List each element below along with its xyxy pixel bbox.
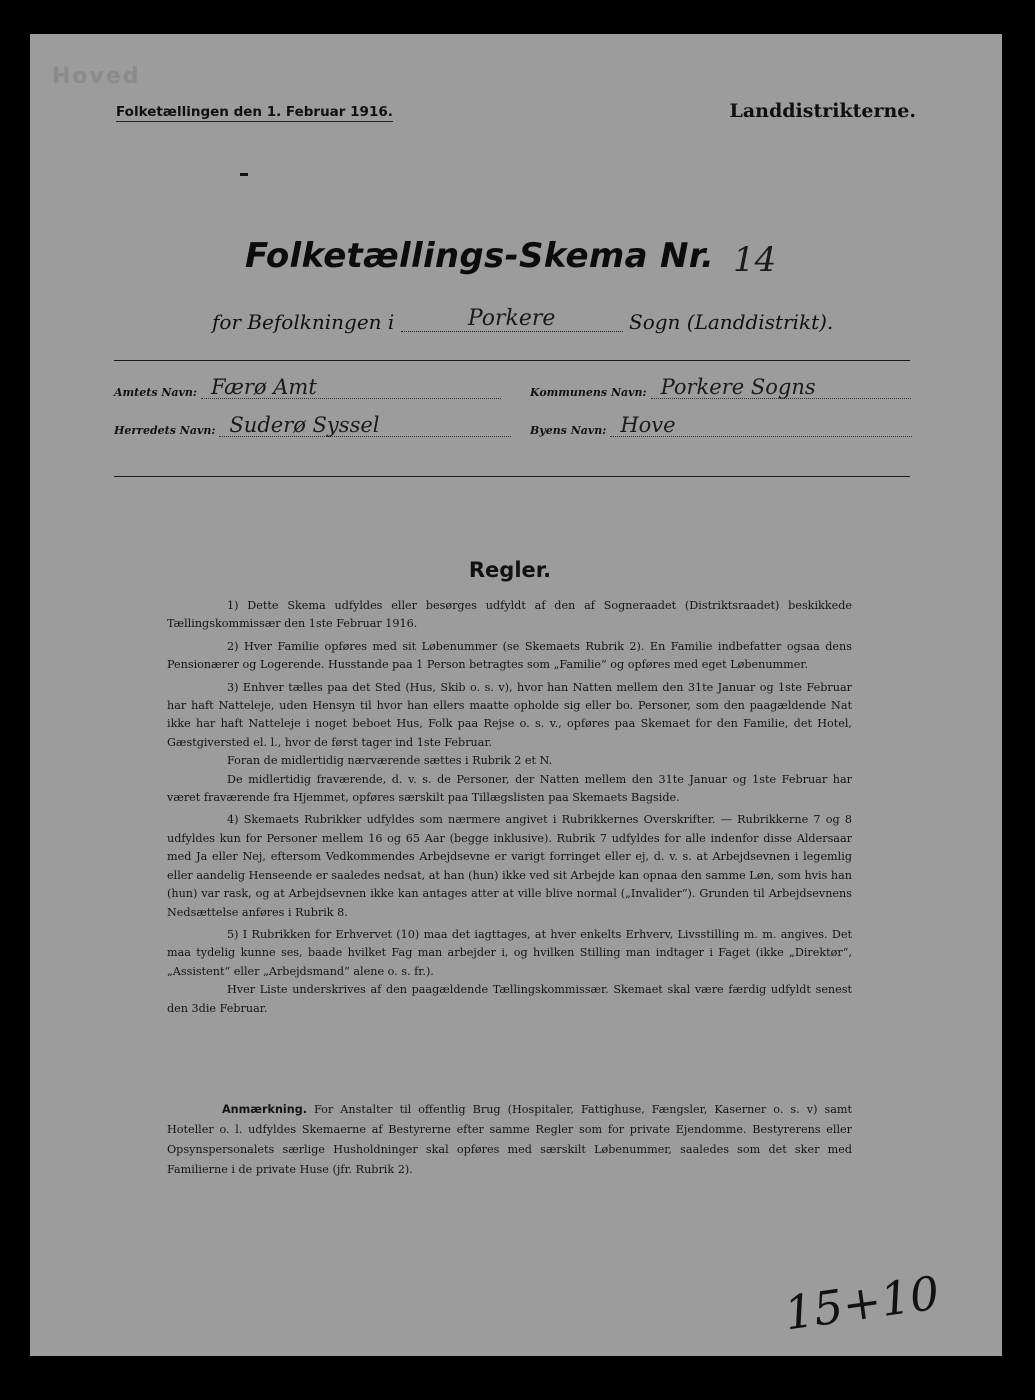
- divider-top: [114, 360, 910, 361]
- amt-value: Færø Amt: [201, 376, 501, 399]
- rule-paragraph: Hver Liste underskrives af den paagældende Tællingskommissær. Skemaet skal være færdig udfyldt senest den 3die Februar.: [167, 983, 852, 1015]
- by-label: Byens Navn:: [530, 424, 607, 437]
- rule-paragraph: Foran de midlertidig nærværende sættes i Rubrik 2 et N.: [227, 754, 553, 768]
- rules-body: [167, 597, 852, 1022]
- rule-paragraph: 2) Hver Familie opføres med sit Løbenummer (se Skemaets Rubrik 2). En Familie indbefatter ogsaa dens Pensionærer og Logerende. Husstande paa 1 Person betragtes som „Familie“ og opføres med eget Løbenummer.: [167, 639, 852, 672]
- form-number-handwritten: 14: [733, 240, 777, 280]
- kommune-value: Porkere Sogns: [651, 376, 911, 399]
- note-label: Anmærkning.: [222, 1103, 307, 1116]
- form-title: Folketællings-Skema Nr.: [245, 236, 715, 276]
- ink-mark: [240, 173, 248, 176]
- herred-value: Suderø Syssel: [219, 414, 511, 437]
- by-value: Hove: [610, 414, 912, 437]
- census-form-page: [30, 34, 1002, 1356]
- rule-paragraph: 4) Skemaets Rubrikker udfyldes som nærmere angivet i Rubrikkernes Overskrifter. — Rubrikkerne 7 og 8 udfyldes kun for Personer mellem 16 og 65 Aar (begge inklusive). Rubrik 7 udfyldes for alle indenfor disse Aldersaar med Ja eller Nej, eftersom Vedkommendes Arbejdsevne er varigt forringet eller ej, d. v. s. at Arbejdsevnen i legemlig eller aandelig Henseende er saaledes nedsat, at han (hun) ikke ved sit Arbejde kan opnaa den samme Løn, som hvis han (hun) var rask, og at Arbejdsevnen ikke kan antages atter at ville blive normal („Invalider“). Grunden til Arbejdsevnens Nedsættelse anføres i Rubrik 8.: [167, 813, 852, 919]
- census-date-header: Folketællingen den 1. Februar 1916.: [116, 104, 393, 120]
- rule-paragraph: 1) Dette Skema udfyldes eller besørges udfyldt af den af Sognerаadet (Distriktsraadet) beskikkede Tællingskommissær den 1ste Februar 1916.: [167, 599, 852, 631]
- subtitle-prefix: for Befolkningen i: [212, 310, 395, 334]
- herred-field: [114, 414, 511, 437]
- herred-label: Herredets Navn:: [114, 424, 216, 437]
- kommune-field: [530, 376, 911, 399]
- note-paragraph: [167, 1100, 852, 1180]
- rule-paragraph: 5) I Rubrikken for Erhvervet (10) maa det iagttages, at hver enkelts Erhverv, Livsstilling m. m. angives. Det maa tydelig kunne ses, baade hvilket Fag man arbejder i, og hvilken Stilling man indtager i Faget (ikke „Direktør“, „Assistent“ eller „Arbejdsmand“ alene o. s. fr.).: [167, 927, 852, 978]
- amt-label: Amtets Navn:: [114, 386, 197, 399]
- divider-bottom: [114, 476, 910, 477]
- handwritten-page-number: 15+10: [780, 1265, 943, 1341]
- kommune-label: Kommunens Navn:: [530, 386, 647, 399]
- rules-heading: Regler.: [468, 558, 552, 582]
- subtitle-suffix: Sogn (Landdistrikt).: [629, 310, 834, 334]
- note-text: For Anstalter til offentlig Brug (Hospitaler, Fattighuse, Fængsler, Kaserner o. s. v) samt Hoteller o. l. udfyldes Skemaerne af Bestyrerne efter samme Regler som for private Ejendomme. Bestyrerens eller Opsynspersonalets særlige Husholdninger skal opføres med særskilt Løbenummer, saaledes som det sker med Familierne i de private Huse (jfr. Rubrik 2).: [167, 1103, 852, 1176]
- hoved-stamp: Hoved: [52, 64, 141, 89]
- rule-paragraph: De midlertidig fraværende, d. v. s. de Personer, der Natten mellem den 31te Januar og 1ste Februar har været fraværende fra Hjemmet, opføres særskilt paa Tillægslisten paa Skemaets Bagside.: [167, 772, 852, 805]
- district-type-header: Landdistrikterne.: [729, 100, 916, 122]
- parish-handwritten: Porkere: [401, 306, 623, 332]
- form-subtitle: [212, 306, 834, 336]
- by-field: [530, 414, 912, 437]
- rule-paragraph: 3) Enhver tælles paa det Sted (Hus, Skib o. s. v), hvor han Natten mellem den 31te Januar og 1ste Februar har haft Natteleje, uden Hensyn til hvor han ellers maatte opholde sig eller bo. Personer, som den paagældende Nat ikke har haft Natteleje i noget beboet Hus, Folk paa Rejse o. s. v., opføres paa Skemaet for den Familie, det Hotel, Gæstgiversted el. l., hvor de først tager ind 1ste Februar.: [167, 680, 852, 749]
- amt-field: [114, 376, 501, 399]
